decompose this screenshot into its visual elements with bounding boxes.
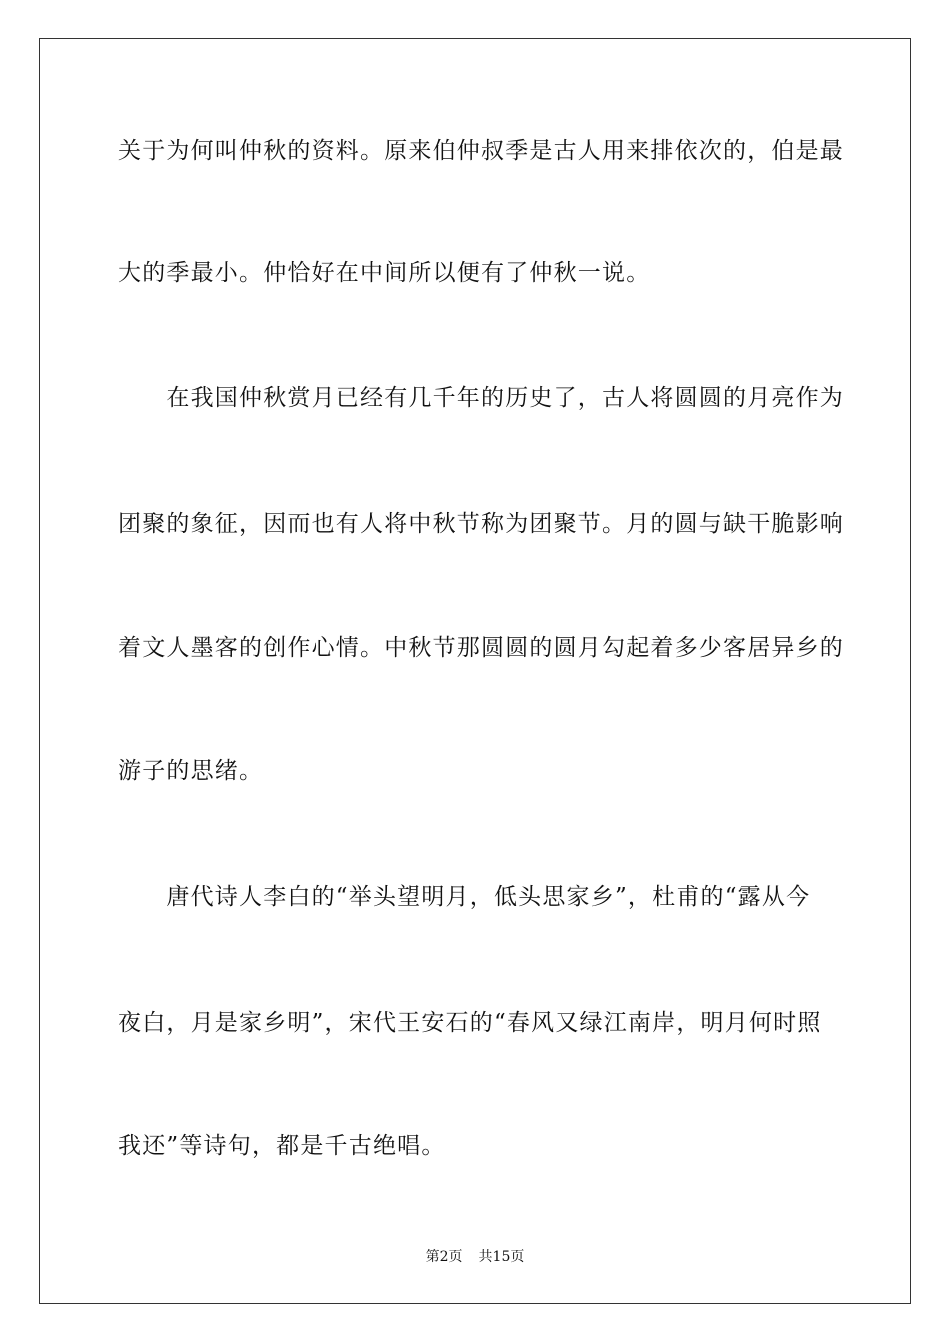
text-line-6: 游子的思绪。 <box>118 758 264 784</box>
text-line-4: 团聚的象征，因而也有人将中秋节称为团聚节。月的圆与缺干脆影响 <box>118 511 844 537</box>
text-line-7: 唐代诗人李白的“举头望明月，低头思家乡”，杜甫的“露从今 <box>118 884 811 910</box>
text-line-2: 大的季最小。仲恰好在中间所以便有了仲秋一说。 <box>118 260 651 286</box>
text-line-8: 夜白，月是家乡明”，宋代王安石的“春风又绿江南岸，明月何时照 <box>118 1010 822 1036</box>
total-pages: 共15页 <box>478 1249 525 1265</box>
text-line-3: 在我国仲秋赏月已经有几千年的历史了，古人将圆圆的月亮作为 <box>118 385 844 411</box>
text-line-9: 我还”等诗句，都是千古绝唱。 <box>118 1133 446 1159</box>
text-line-1: 关于为何叫仲秋的资料。原来伯仲叔季是古人用来排依次的，伯是最 <box>118 138 844 164</box>
page-number: 第2页 <box>425 1249 463 1265</box>
page-footer <box>0 1248 950 1266</box>
text-line-5: 着文人墨客的创作心情。中秋节那圆圆的圆月勾起着多少客居异乡的 <box>118 635 844 661</box>
page-border <box>39 38 911 1304</box>
